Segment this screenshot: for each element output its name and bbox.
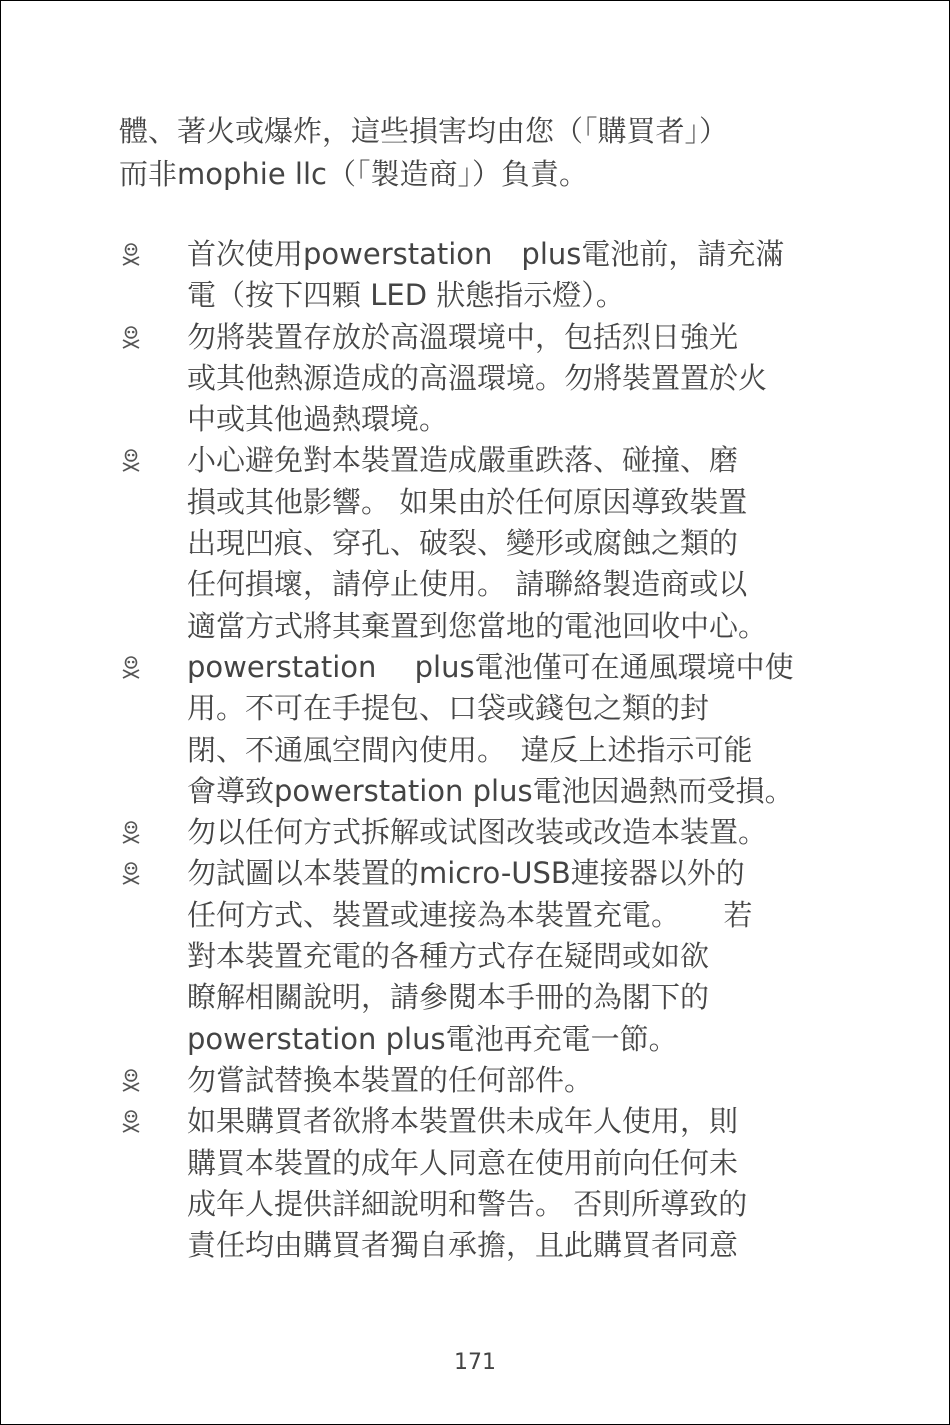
warning-item-line: 電（按下四顆 LED 狀態指示燈）。 — [187, 278, 625, 313]
warning-item-line: 購買本裝置的成年人同意在使用前向任何未 — [187, 1145, 739, 1180]
warning-item — [119, 812, 834, 853]
warning-item-line: powerstation plus電池僅可在通風環境中使 — [187, 649, 794, 684]
warning-item-line: 對本裝置充電的各種方式存在疑問或如欲 — [187, 939, 710, 974]
warning-item-line: 閉、不通風空間內使用。 違反上述指示可能 — [187, 732, 753, 767]
warning-item-line: 用。不可在手提包、口袋或錢包之類的封 — [187, 691, 710, 726]
warning-item — [119, 317, 834, 441]
warning-item-line: 責任均由購買者獨自承擔，且此購買者同意 — [187, 1228, 739, 1263]
skull-crossbones-icon — [120, 821, 142, 845]
warning-item-line: 任何損壞，請停止使用。 請聯絡製造商或以 — [187, 567, 748, 602]
warning-item — [119, 1060, 834, 1101]
warning-item-line: 勿嘗試替換本裝置的任何部件。 — [187, 1062, 594, 1097]
warning-item-line: 中或其他過熱環境。 — [187, 402, 449, 437]
warning-item-line: 成年人提供詳細說明和警告。 否則所導致的 — [187, 1186, 748, 1221]
page-number: 171 — [454, 1350, 496, 1375]
warning-item — [119, 234, 834, 317]
skull-crossbones-icon — [120, 862, 142, 886]
warning-list — [119, 234, 834, 1266]
skull-crossbones-icon — [120, 1110, 142, 1134]
warning-item-line: 如果購買者欲將本裝置供未成年人使用，則 — [187, 1104, 739, 1139]
warning-item-line: 瞭解相關說明，請參閱本手冊的為閣下的 — [187, 980, 710, 1015]
intro-line: 而非mophie llc（「製造商」）負責。 — [119, 157, 588, 191]
warning-item-line: 勿試圖以本裝置的micro-USB連接器以外的 — [187, 856, 745, 891]
intro-line: 體、著火或爆炸，這些損害均由您（「購買者」） — [119, 114, 729, 148]
warning-item — [119, 853, 834, 1059]
warning-item-line: 小心避免對本裝置造成嚴重跌落、碰撞、磨 — [187, 443, 739, 478]
intro-paragraph — [119, 110, 834, 196]
warning-item-line: 損或其他影響。 如果由於任何原因導致裝置 — [187, 484, 748, 519]
warning-item-line: 任何方式、裝置或連接為本裝置充電。 若 — [187, 897, 753, 932]
skull-crossbones-icon — [120, 449, 142, 473]
warning-item-line: 首次使用powerstation plus電池前，請充滿 — [187, 237, 785, 271]
warning-item-line: 會導致powerstation plus電池因過熱而受損。 — [187, 773, 794, 808]
skull-crossbones-icon — [120, 1069, 142, 1093]
warning-item — [119, 1101, 834, 1266]
warning-item-line: powerstation plus電池再充電一節。 — [187, 1021, 678, 1056]
warning-item-line: 勿將裝置存放於高溫環境中，包括烈日強光 — [187, 319, 739, 354]
warning-item-line: 或其他熱源造成的高溫環境。勿將裝置置於火 — [187, 360, 768, 395]
warning-item-line: 勿以任何方式拆解或试图改装或改造本装置。 — [187, 815, 768, 850]
warning-item — [119, 440, 834, 646]
warning-item-line: 適當方式將其棄置到您當地的電池回收中心。 — [187, 608, 768, 643]
warning-item-line: 出現凹痕、穿孔、破裂、變形或腐蝕之類的 — [187, 526, 739, 561]
skull-crossbones-icon — [120, 243, 142, 267]
warning-item — [119, 647, 834, 812]
skull-crossbones-icon — [120, 326, 142, 350]
skull-crossbones-icon — [120, 656, 142, 680]
